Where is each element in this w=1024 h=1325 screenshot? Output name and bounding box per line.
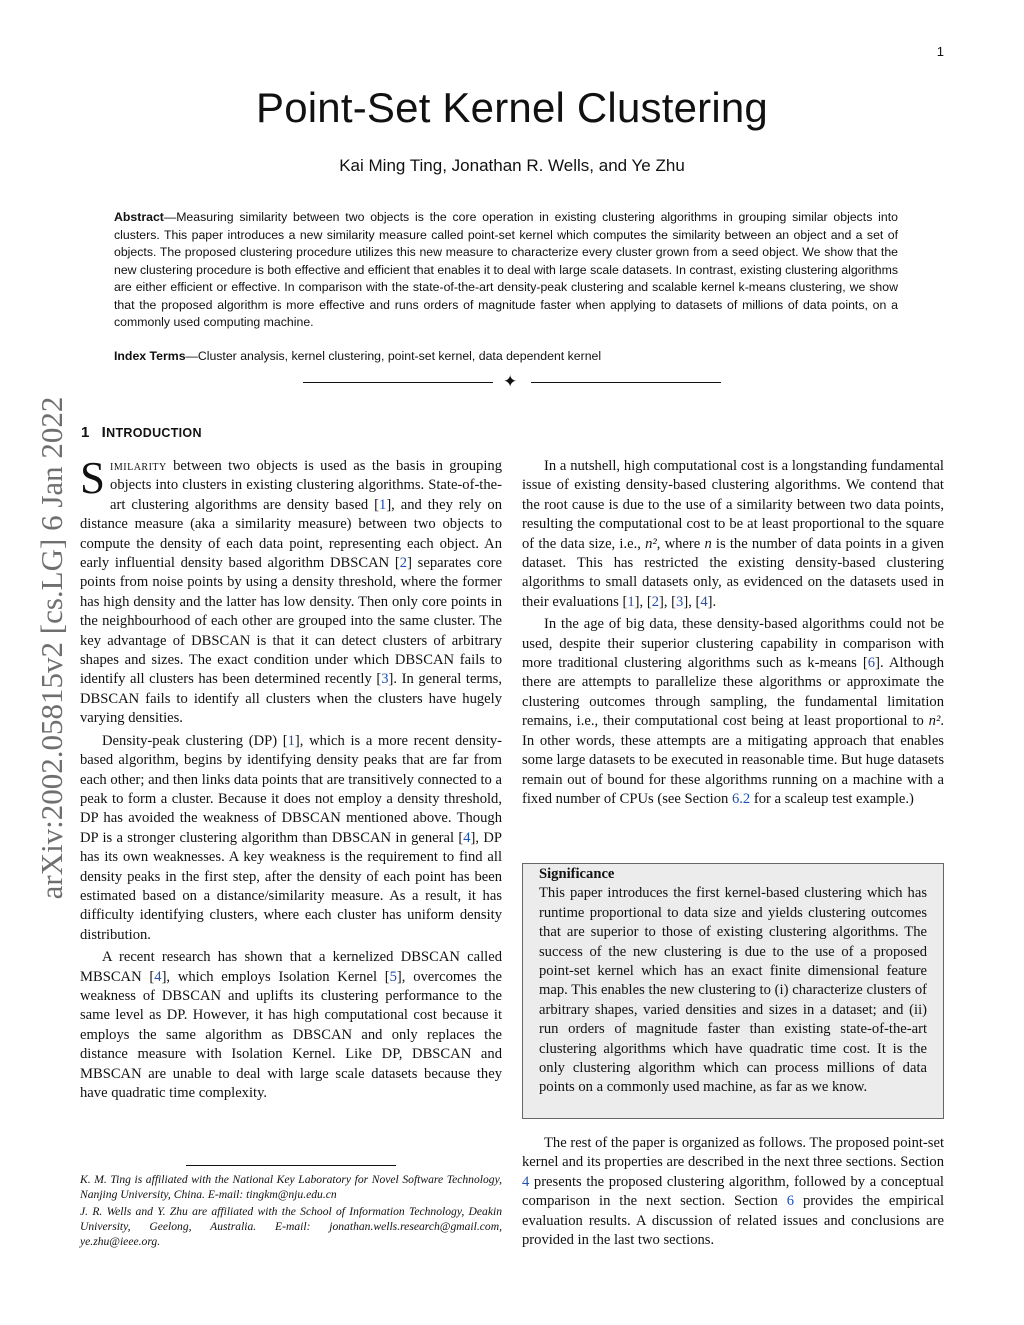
separator-rule-right [531,382,721,383]
intro-paragraph-2 [80,732,502,945]
math-n: n [704,535,712,552]
abstract-label: Abstract [114,210,164,224]
section-link[interactable]: 6.2 [731,790,751,807]
citation-link[interactable]: 5 [389,968,397,985]
section-link[interactable]: 6 [786,1193,795,1210]
text-run: ]. [707,593,717,610]
section-heading [81,424,202,441]
significance-box [522,863,944,1119]
page-number: 1 [936,44,944,59]
footnote-ting: K. M. Ting is affiliated with the National Key Laboratory for Novel Software Technology, Nanjing University, China. E-mail: tingkm@nju.edu.cn [80,1173,502,1201]
citation-link[interactable]: 4 [700,593,708,610]
citation-link[interactable]: 1 [287,732,295,749]
citation-link[interactable]: 3 [676,593,684,610]
citation-link[interactable]: 4 [154,968,162,985]
right-column-lower [522,1134,944,1250]
citation-link[interactable]: 4 [463,829,471,846]
index-terms [114,348,898,365]
significance-text: This paper introduces the first kernel-based clustering which has runtime proportional to data size and yields clustering outcomes that are superior to those of existing clustering algorithms. The success of the new clustering is due to the use of a proposed point-set kernel which has an exact finite dimensional feature map. This enables the new clustering to (i) characterize clusters of arbitrary shapes, varied densities and sizes in a dataset; and (ii) run orders of magnitude faster than existing state-of-the-art clustering algorithms which have quadratic time cost. It is the only clustering algorithm which can process millions of data points on a commonly used machine, as far as we know. [539,885,927,1096]
right-column [522,457,944,809]
text-run: A recent research has shown that a kernelized DBSCAN called MBSCAN [ [80,949,502,985]
text-run: , where [656,535,705,552]
citation-link[interactable]: 3 [381,671,389,688]
citation-link[interactable]: 6 [867,655,876,672]
section-title-rest: NTRODUCTION [106,426,202,440]
text-run: is the number of data points in a given dataset. This has restricted the existing density-based clustering algorithms to small datasets only, as evidenced on the datasets used in their evaluations [ [522,535,944,610]
intro-paragraph-3 [80,948,502,1103]
citation-link[interactable]: 1 [627,593,635,610]
section-number: 1 [81,424,90,441]
text-run: In the age of big data, these density-based algorithms could not be used, despite their superior clustering capability in comparison with more traditional clustering algorithms such as k-means [ [522,616,944,672]
section-title-initial: I [101,424,107,441]
text-run: Density-peak clustering (DP) [ [102,732,288,749]
math-n-squared: n² [928,713,941,730]
abstract-text: —Measuring similarity between two objects is the core operation in existing clustering algorithms in grouping similar objects into clusters. This paper introduces a new similarity measure called point-set kernel which computes the similarity between an object and a set of objects. The proposed clustering procedure utilizes this new measure to characterize every cluster grown from a seed object. We show that the new clustering procedure is both effective and efficient that enables it to deal with large scale datasets. In contrast, existing clustering algorithms are either efficient or effective. In comparison with the state-of-the-art density-peak clustering and scalable kernel k-means clustering, we show that the proposed algorithm is more effective and runs orders of magnitude faster when applying to datasets of millions of data points, on a commonly used computing machine. [114,210,898,329]
text-run: ], [ [683,593,701,610]
text-run: . In other words, these attempts are a mitigating approach that enables some large datasets to be executed in reasonable time. But huge datasets remain out of bound for these algorithms running on a machine with a fixed number of CPUs (see Section [522,713,945,807]
text-run: ], overcomes the weakness of DBSCAN and uplifts its clustering performance to the same level as DP. However, it has high computational cost because it employs the same algorithm as DBSCAN and only replaces the distance measure with Isolation Kernel. Like DP, DBSCAN and MBSCAN are unable to deal with large scale datasets because they have quadratic time complexity. [80,968,502,1101]
footnotes [80,1172,502,1249]
intro-paragraph-4 [522,457,944,612]
index-terms-text: —Cluster analysis, kernel clustering, point-set kernel, data dependent kernel [185,349,602,363]
text-run: ], and they rely on distance measure (aka a similarity measure) between two objects to compute the density of each data point, representing each object. An early influential density based algorithm DBSCAN [ [80,496,503,572]
text-run: between two objects is used as the basis in grouping objects into clusters in existing clustering algorithms. State-of-the-art clustering algorithms are density based [ [110,458,502,513]
separator-rule-left [303,382,493,383]
index-terms-label: Index Terms [114,349,186,363]
intro-paragraph-5 [522,615,944,809]
footnote-wells-zhu: J. R. Wells and Y. Zhu are affiliated with the School of Information Technology, Deakin University, Geelong, Australia. E-mail: jonathan.wells.research@gmail.com, ye.zhu@ieee.org. [80,1205,502,1248]
citation-link[interactable]: 2 [651,593,659,610]
text-run: ] separates core points from noise points by using a density threshold, where the former has high density and the latter has low density. Then only core points in the neighbourhood of each other are grouped into the same cluster. The key advantage of DBSCAN is that it can detect clusters of arbitrary shapes and sizes. The exact condition under which DBSCAN fails to identify all clusters has been determined recently [ [80,555,502,688]
text-run: for a scaleup test example.) [750,790,914,807]
dropcap: S [80,453,106,503]
paper-title: Point-Set Kernel Clustering [256,84,768,131]
text-run: presents the proposed clustering algorithm, followed by a conceptual comparison in the next section. Section [522,1173,944,1210]
arxiv-stamp: arXiv:2002.05815v2 [cs.LG] 6 Jan 2022 [34,396,69,900]
text-run: ], which is a more recent density-based algorithm, begins by identifying density peaks that are far from each other; and then links data points that are transitively connected to a peak to form a cluster. Because it does not employ a density threshold, DP has avoided the weakness of DBSCAN mentioned above. Though DP is a stronger clustering algorithm than DBSCAN in general [ [80,732,502,846]
footnote-rule [186,1165,396,1166]
significance-title: Significance [539,866,615,882]
left-column [80,453,503,1103]
text-run: provides the empirical evaluation results. A discussion of related issues and conclusions are provided in the last two sections. [522,1193,945,1249]
math-n-squared: n² [645,535,657,552]
separator-diamond-icon: ✦ [503,372,518,391]
intro-paragraph-1 [80,453,503,729]
text-run: ]. In general terms, DBSCAN fails to identify all clusters when the clusters have hugely varying densities. [80,671,502,727]
intro-paragraph-6 [522,1134,944,1250]
text-run: ]. Although there are attempts to parallelize these algorithms or approximate the clustering outcomes through sampling, the fundamental limitation remains, i.e., their computational cost being at least proportional to [522,655,945,730]
lead-word: imilarity [110,458,167,474]
citation-link[interactable]: 1 [379,496,387,513]
paper-authors: Kai Ming Ting, Jonathan R. Wells, and Ye Zhu [339,156,685,175]
text-run: ], [ [634,593,652,610]
text-run: ], [ [659,593,677,610]
text-run: ], DP has its own weaknesses. A key weakness is the requirement to find all density peaks in the first step, after the density of each point has been estimated based on a distance/similarity measure. As a result, it has difficulty identifying clusters, where each cluster has uniform density distribution. [80,829,503,943]
abstract [114,209,898,332]
text-run: The rest of the paper is organized as follows. The proposed point-set kernel and its properties are described in the next three sections. Section [522,1135,944,1171]
text-run: In a nutshell, high computational cost is a longstanding fundamental issue of existing density-based clustering algorithms. We contend that the root cause is due to the use of a similarity between two data points, resulting the computational cost to be at least proportional to the square of the data size, i.e., [522,458,944,552]
section-link[interactable]: 4 [522,1173,530,1190]
citation-link[interactable]: 2 [399,555,408,572]
text-run: ], which employs Isolation Kernel [ [161,968,390,985]
